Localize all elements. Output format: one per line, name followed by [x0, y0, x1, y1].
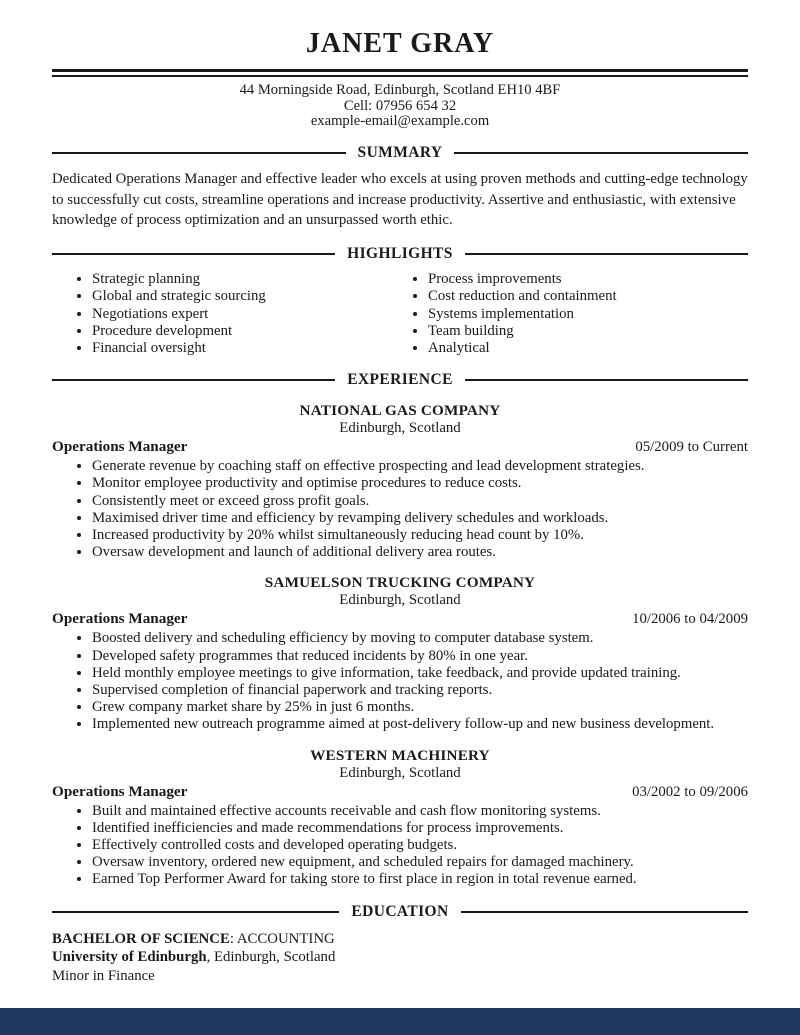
summary-text: Dedicated Operations Manager and effective leader who excels at using proven methods and cutting-edge technology to successfully cut costs, streamline operations and increase productivity. Assertive and enthusiastic, with extensive knowledge of process optimization and an unsurpassed worth ethic. [52, 170, 748, 229]
section-header-highlights [52, 245, 748, 263]
candidate-name: JANET GRAY [305, 28, 495, 59]
company-location: Edinburgh, Scotland [339, 764, 461, 781]
section-title-experience: EXPERIENCE [347, 371, 453, 389]
contact-address: 44 Morningside Road, Edinburgh, Scotland EH10 4BF [239, 82, 561, 98]
section-title-summary: SUMMARY [357, 143, 443, 161]
highlight-item: • Financial oversight [92, 340, 400, 357]
highlight-item: • Process improvements [428, 271, 748, 288]
section-rule-right [454, 152, 748, 154]
job-title: Operations Manager [52, 438, 188, 456]
job-bullet: • Oversaw inventory, ordered new equipment, and scheduled repairs for damaged machinery. [92, 854, 748, 871]
role-row [52, 610, 748, 628]
highlights-right-list [400, 271, 748, 357]
highlight-item: • Analytical [428, 340, 748, 357]
job-bullet: • Effectively controlled costs and developed operating budgets. [92, 837, 748, 854]
degree-title: BACHELOR OF SCIENCE [52, 930, 230, 947]
section-rule-left [52, 911, 339, 913]
section-rule-left [52, 253, 335, 255]
section-rule-right [461, 911, 748, 913]
highlights-left-list [52, 271, 400, 357]
highlight-item: • Strategic planning [92, 271, 400, 288]
highlight-item: • Systems implementation [428, 306, 748, 323]
job-bullet: • Earned Top Performer Award for taking store to first place in region in total revenue earned. [92, 871, 748, 888]
header-double-rule [52, 69, 748, 77]
highlight-item: • Team building [428, 323, 748, 340]
section-header-education [52, 903, 748, 921]
job-entry-western-machinery [52, 747, 748, 889]
degree-field: : ACCOUNTING [229, 930, 335, 947]
company-name: WESTERN MACHINERY [310, 746, 490, 764]
section-header-experience [52, 371, 748, 389]
highlight-item: • Procedure development [92, 323, 400, 340]
job-bullet: • Identified inefficiencies and made recommendations for process improvements. [92, 820, 748, 837]
job-bullet: • Generate revenue by coaching staff on effective prospecting and lead development strategies. [92, 458, 748, 475]
section-header-summary [52, 144, 748, 162]
job-bullet: • Maximised driver time and efficiency by revamping delivery schedules and workloads. [92, 510, 748, 527]
company-location: Edinburgh, Scotland [339, 420, 461, 437]
section-rule-right [465, 253, 748, 255]
education-school [52, 948, 748, 967]
highlight-item: • Negotiations expert [92, 306, 400, 323]
job-bullet: • Grew company market share by 25% in just 6 months. [92, 699, 748, 716]
job-bullet-list [52, 630, 748, 733]
job-dates: 10/2006 to 04/2009 [632, 611, 748, 628]
job-title: Operations Manager [52, 782, 188, 800]
section-title-education: EDUCATION [351, 902, 449, 920]
education-degree [52, 930, 748, 949]
highlight-item: • Cost reduction and containment [428, 288, 748, 305]
job-bullet: • Boosted delivery and scheduling efficiency by moving to computer database system. [92, 630, 748, 647]
section-title-highlights: HIGHLIGHTS [347, 245, 453, 263]
job-entry-national-gas [52, 402, 748, 561]
job-bullet: • Consistently meet or exceed gross profit goals. [92, 493, 748, 510]
section-rule-left [52, 379, 335, 381]
footer-bar [0, 1008, 800, 1035]
job-bullet: • Oversaw development and launch of additional delivery area routes. [92, 544, 748, 561]
role-row [52, 783, 748, 801]
highlight-item: • Global and strategic sourcing [92, 288, 400, 305]
job-bullet: • Supervised completion of financial paperwork and tracking reports. [92, 682, 748, 699]
contact-email: example-email@example.com [310, 113, 490, 130]
job-bullet: • Developed safety programmes that reduced incidents by 80% in one year. [92, 648, 748, 665]
job-bullet: • Held monthly employee meetings to give information, take feedback, and provide updated training. [92, 665, 748, 682]
section-rule-right [465, 379, 748, 381]
contact-block [52, 83, 748, 130]
company-name: SAMUELSON TRUCKING COMPANY [264, 574, 536, 592]
job-bullet-list [52, 458, 748, 561]
highlights-grid [52, 271, 748, 357]
job-dates: 05/2009 to Current [635, 439, 748, 456]
company-name: NATIONAL GAS COMPANY [299, 402, 501, 420]
contact-cell: Cell: 07956 654 32 [343, 97, 457, 114]
role-row [52, 438, 748, 456]
school-name: University of Edinburgh [52, 949, 207, 966]
job-bullet-list [52, 803, 748, 889]
job-entry-samuelson-trucking [52, 574, 748, 733]
school-location: , Edinburgh, Scotland [206, 949, 336, 966]
job-bullet: • Monitor employee productivity and optimise procedures to reduce costs. [92, 475, 748, 492]
job-bullet: • Built and maintained effective accounts receivable and cash flow monitoring systems. [92, 803, 748, 820]
section-rule-left [52, 152, 346, 154]
job-bullet: • Implemented new outreach programme aimed at post-delivery follow-up and new business development. [92, 716, 748, 733]
job-title: Operations Manager [52, 610, 188, 628]
education-minor: Minor in Finance [52, 967, 155, 984]
job-dates: 03/2002 to 09/2006 [632, 783, 748, 800]
education-block [52, 930, 748, 986]
company-location: Edinburgh, Scotland [339, 592, 461, 609]
job-bullet: • Increased productivity by 20% whilst simultaneously reducing head count by 10%. [92, 527, 748, 544]
